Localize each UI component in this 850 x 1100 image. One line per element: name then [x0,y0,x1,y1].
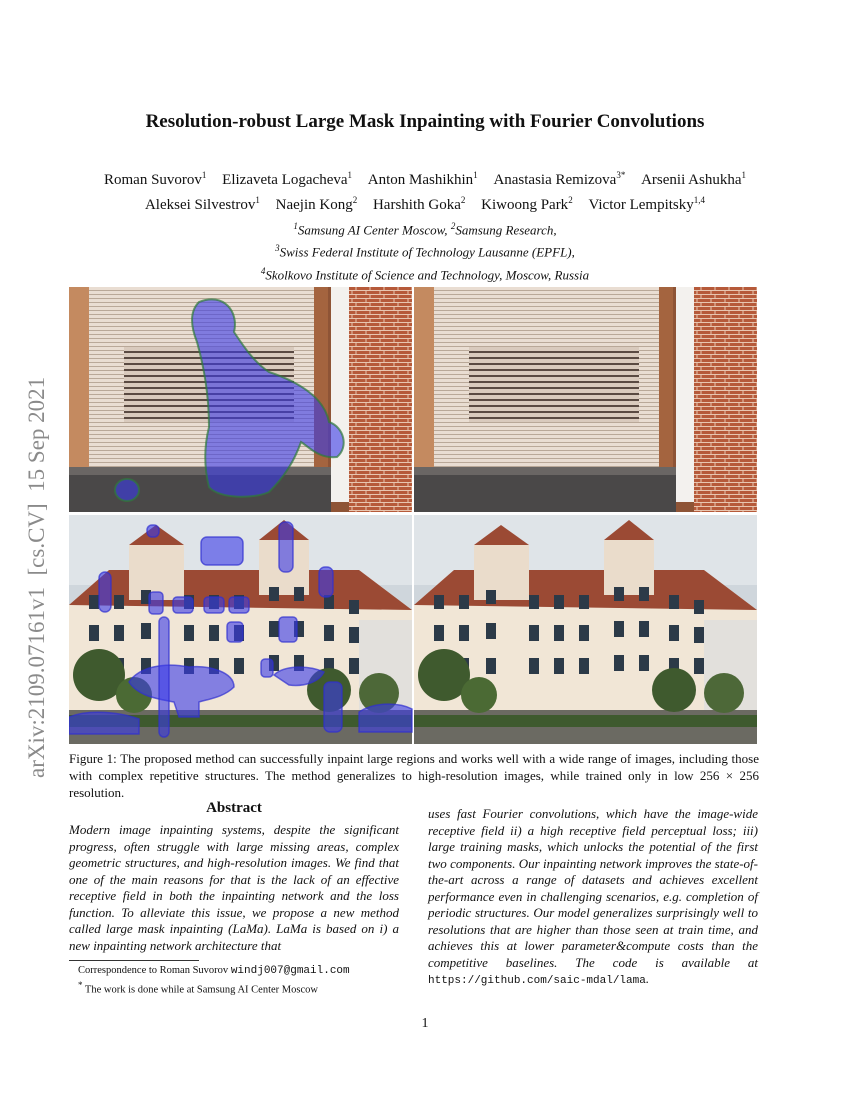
email-link[interactable]: windj007@gmail.com [230,965,350,977]
image-building-masked [69,515,412,744]
teaser-figure [69,287,757,744]
affiliations [40,217,810,284]
figure-caption: Figure 1: The proposed method can successfully inpaint large regions and works well with a wide range of images, including those with complex repetitive structures. The method generalizes to high-resolution images, while trained only in low 256 × 256 resolution. [69,751,759,800]
affiliation-line-1: $^1$Samsung AI Center Moscow, $^2$Samsung Research, [293,221,557,238]
arxiv-identifier: arXiv:2109.07161v1 [cs.CV] 15 Sep 2021 [24,376,49,778]
abstract-heading: Abstract [206,800,262,816]
author-list [40,165,810,215]
footnotes [78,964,408,997]
author: Elizaveta Logacheva$^1$ [222,170,353,188]
footnote-rule [69,960,199,961]
author: Kiwoong Park$^2$ [481,195,573,213]
affiliation-line-2: $^3$Swiss Federal Institute of Technology Lausanne (EPFL), [275,243,575,260]
author: Anastasia Remizova$^{3*}$ [493,170,626,188]
affiliation-line-3: $^4$Skolkovo Institute of Science and Technology, Moscow, Russia [260,265,590,282]
author: Naejin Kong$^2$ [275,195,358,213]
abstract-text: uses fast Fourier convolutions, which have the image-wide receptive field ii) a high receptive field perceptual loss; iii) large training masks, which unlocks the potential of the first two components. Our inpainting network improves the state-of-the-art across a range of datasets and achieves excellent performance even in challenging scenarios, e.g. completion of periodic structures. Our model generalizes surprisingly well to resolutions that are higher than those seen at train time, and achieves this at lower parameter&compute costs than the competitive baselines. The code is available at [428,806,758,970]
author: Victor Lempitsky$^{1,4}$ [588,195,706,213]
page-number: 1 [421,1016,429,1031]
author-row-1 [40,165,810,190]
author: Harshith Goka$^2$ [372,195,466,213]
paper-title: Resolution-robust Large Mask Inpainting with Fourier Convolutions [145,111,705,132]
author: Roman Suvorov$^1$ [104,170,207,188]
image-door-masked [69,287,412,512]
author: Arsenii Ashukha$^1$ [641,170,746,188]
footnote-correspondence: Correspondence to Roman Suvorov windj007@gmail.com [78,965,350,977]
author-row-2 [40,190,810,215]
url-period: . [645,971,650,986]
image-door-result [414,287,757,512]
arxiv-stamp [12,290,52,790]
author: Aleksei Silvestrov$^1$ [144,195,260,213]
abstract-left-column [69,822,399,954]
code-link[interactable]: https://github.com/saic-mdal/lama [428,975,646,987]
author: Anton Mashikhin$^1$ [367,170,478,188]
image-building-result [414,515,757,744]
footnote-affiliation-note: * The work is done while at Samsung AI Center Moscow [78,979,318,995]
abstract-right-column [428,806,758,990]
abstract-text: Modern image inpainting systems, despite the significant progress, often struggle with large missing areas, complex geometric structures, and high-resolution images. We find that one of the main reasons for that is the lack of an effective receptive field in both the inpainting network and the loss function. To alleviate this issue, we propose a new method called large mask inpainting (LaMa). LaMa is based on i) a new inpainting network architecture that [69,822,399,953]
